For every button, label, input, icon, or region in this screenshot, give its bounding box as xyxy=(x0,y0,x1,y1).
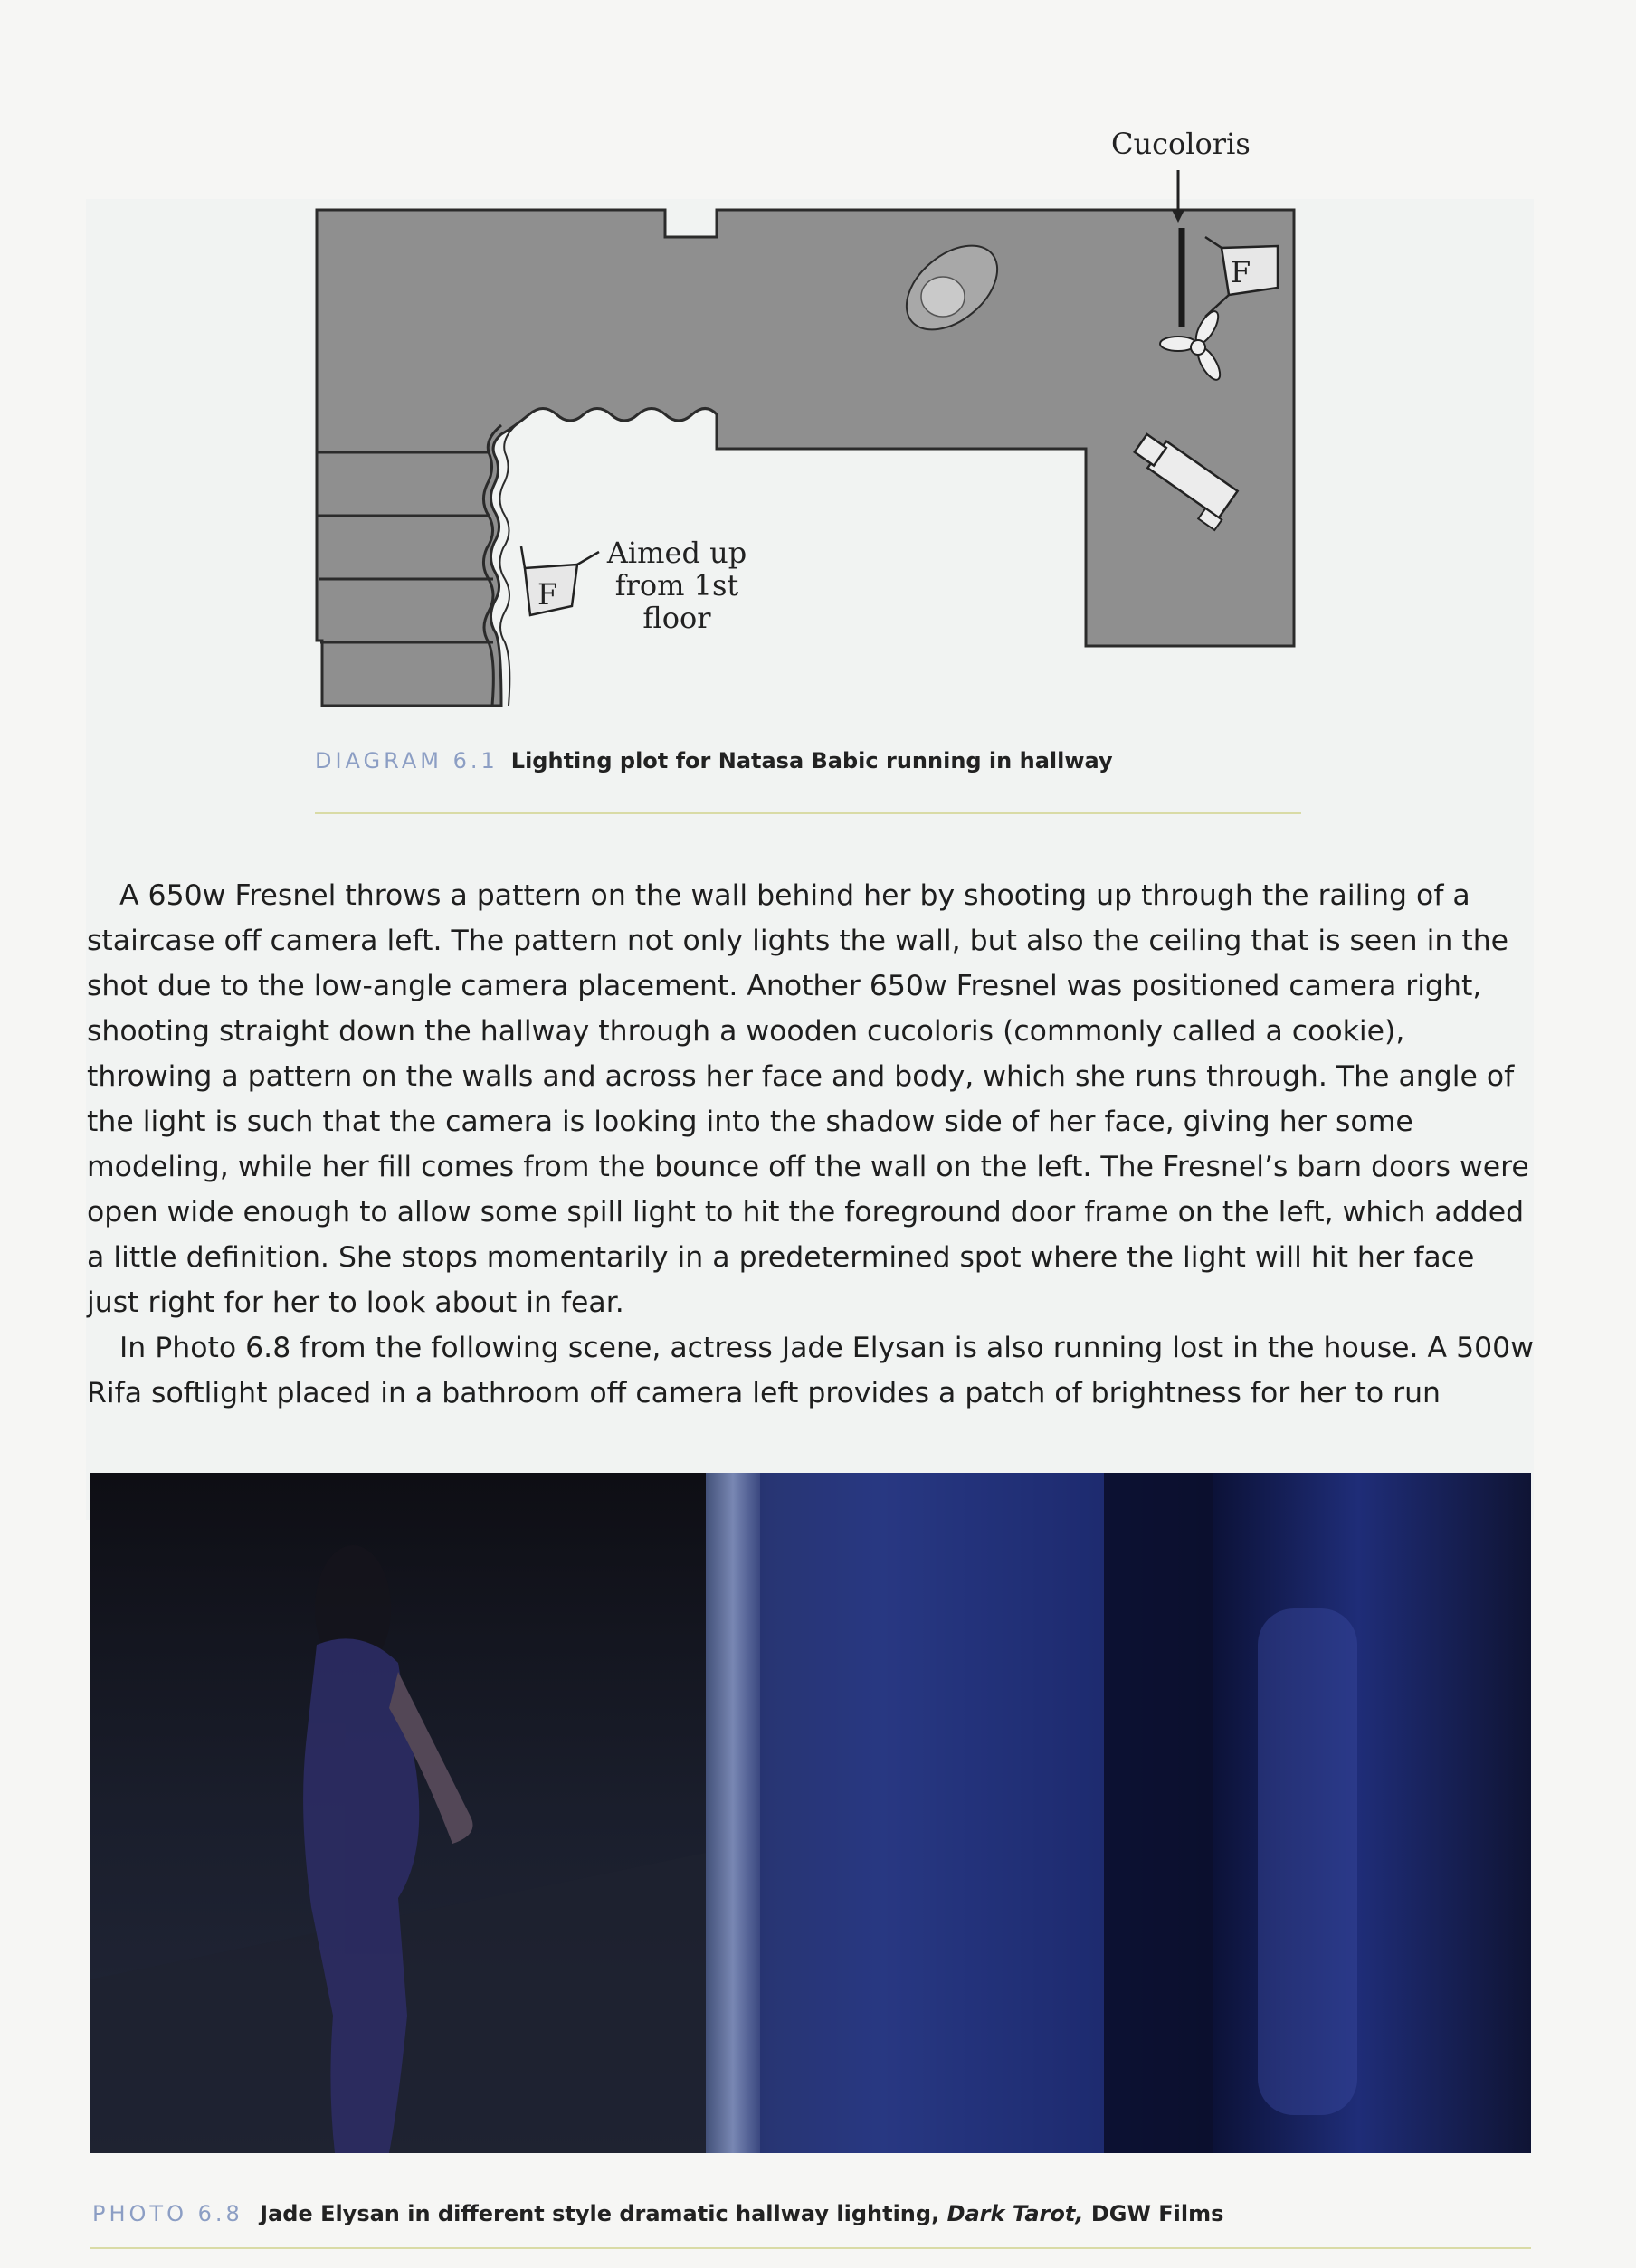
diagram-caption-text: Lighting plot for Natasa Babic running in hallway xyxy=(510,748,1113,773)
photo-caption xyxy=(92,2201,1223,2226)
fresnel-top-label: F xyxy=(1231,255,1251,289)
hallway-photo xyxy=(90,1473,1531,2153)
diagram-caption xyxy=(315,748,1113,773)
photo-caption-label: PHOTO 6.8 xyxy=(92,2201,243,2226)
aimed-label-line1: Aimed up xyxy=(606,536,747,570)
cucoloris-label: Cucoloris xyxy=(1111,127,1251,161)
lighting-plot-diagram xyxy=(308,127,1303,724)
diagram-caption-label: DIAGRAM 6.1 xyxy=(315,748,499,773)
aimed-label-line3: floor xyxy=(642,601,711,635)
divider-rule xyxy=(315,812,1301,814)
photo-caption-film: Dark Tarot, xyxy=(946,2201,1084,2226)
photo-caption-text: Jade Elysan in different style dramatic hallway lighting, xyxy=(260,2201,940,2226)
paragraph-1: A 650w Fresnel throws a pattern on the wall behind her by shooting up through the railing of a staircase off camera left. The pattern not only lights the wall, but also the ceiling that is seen in the shot due to the low-angle camera placement. Another 650w Fresnel was positioned camera right, shooting straight down the hallway through a wooden cucoloris (commonly called a cookie), throwing a pattern on the walls and across her face and body, which she runs through. The angle of the light is such that the camera is looking into the shadow side of her face, giving her some modeling, while her fill comes from the bounce off the wall on the left. The Fresnel’s barn doors were open wide enough to allow some spill light to hit the foreground door frame on the left, which added a little definition. She stops momentarily in a predetermined spot where the light will hit her face just right for her to look about in fear. xyxy=(87,879,1529,1319)
bottom-rule xyxy=(90,2247,1531,2249)
paragraph-2: In Photo 6.8 from the following scene, actress Jade Elysan is also running lost in the house. A 500w Rifa softlight placed in a bathroom off camera left provides a patch of brightness for her to run xyxy=(87,1332,1534,1409)
photo-caption-credit: DGW Films xyxy=(1090,2201,1224,2226)
aimed-label-line2: from 1st xyxy=(614,568,739,603)
fresnel-bottom-label: F xyxy=(537,577,558,612)
body-text xyxy=(87,873,1535,1416)
